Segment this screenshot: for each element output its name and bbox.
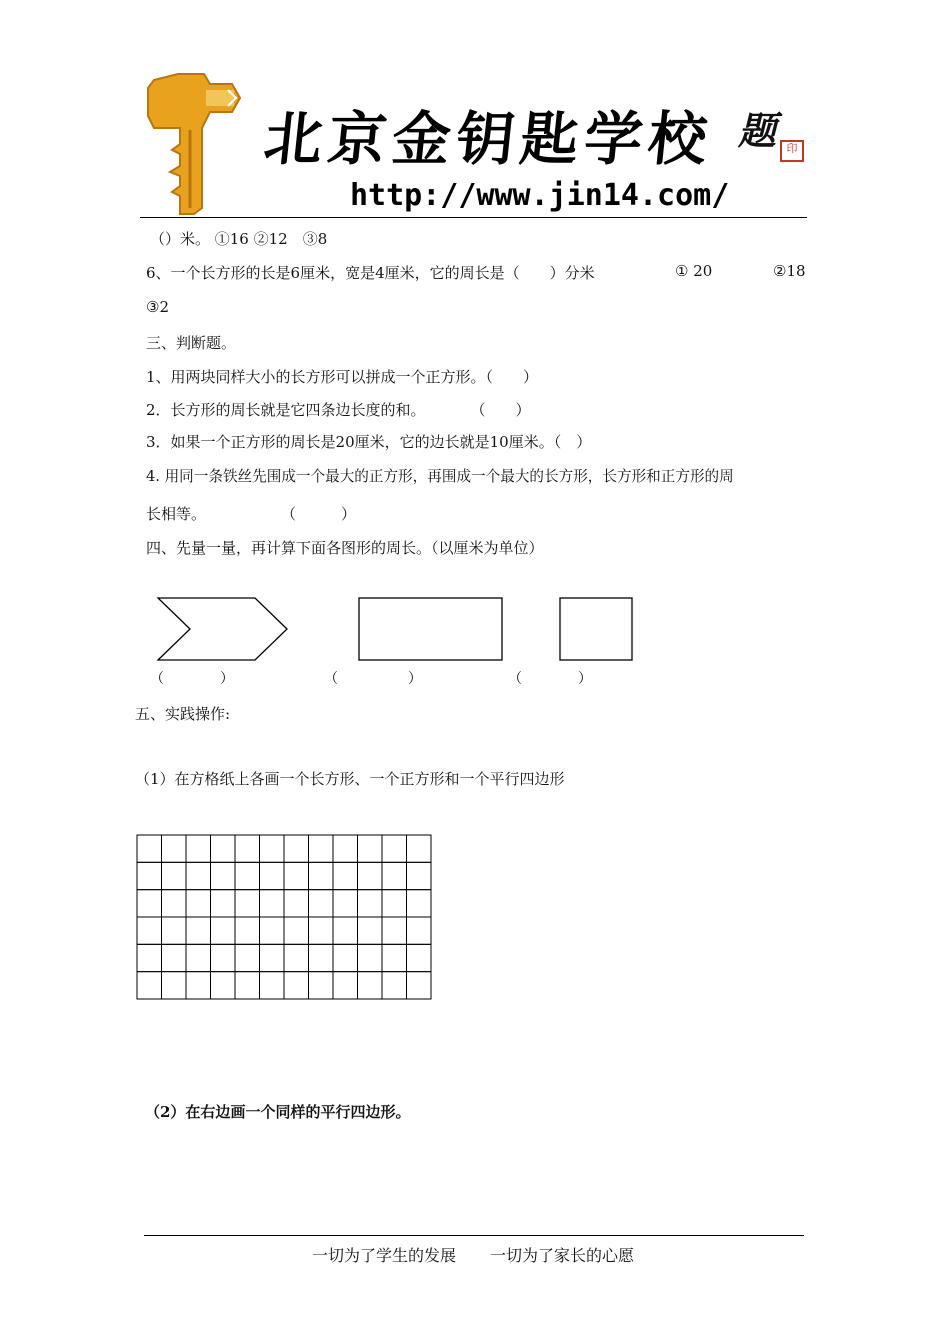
grid-cell[interactable]: [358, 972, 383, 999]
grid-cell[interactable]: [162, 835, 187, 862]
rectangle-shape: [359, 598, 502, 660]
grid-cell[interactable]: [235, 944, 260, 971]
grid-cell[interactable]: [260, 917, 285, 944]
grid-cell[interactable]: [137, 972, 162, 999]
grid-cell[interactable]: [260, 835, 285, 862]
judge-item-1: 1、用两块同样大小的长方形可以拼成一个正方形。（ ）: [146, 368, 539, 386]
grid-cell[interactable]: [137, 890, 162, 917]
judge-item-4-line2: 长相等。 （ ）: [146, 505, 357, 523]
grid-cell[interactable]: [309, 890, 334, 917]
grid-cell[interactable]: [235, 972, 260, 999]
section4-title: 四、先量一量，再计算下面各图形的周长。（以厘米为单位）: [146, 539, 544, 557]
grid-cell[interactable]: [382, 917, 407, 944]
grid-cell[interactable]: [260, 890, 285, 917]
grid-cell[interactable]: [382, 835, 407, 862]
grid-cell[interactable]: [260, 972, 285, 999]
grid-cell[interactable]: [407, 972, 432, 999]
grid-cell[interactable]: [235, 890, 260, 917]
grid-cell[interactable]: [382, 890, 407, 917]
q5-continuation: （）米。 ①16 ②12 ③8: [150, 230, 328, 248]
section3-title: 三、判断题。: [146, 334, 237, 352]
grid-cell[interactable]: [211, 972, 236, 999]
grid-cell[interactable]: [284, 890, 309, 917]
grid-cell[interactable]: [162, 972, 187, 999]
q6-option-2: ②18: [773, 262, 806, 280]
footer-slogan-1: 一切为了学生的发展: [312, 1246, 457, 1265]
red-seal: 印: [780, 140, 804, 162]
answer-blank-2[interactable]: （ ）: [324, 671, 422, 687]
grid-cell[interactable]: [211, 835, 236, 862]
grid-cell[interactable]: [407, 835, 432, 862]
grid-cell[interactable]: [137, 835, 162, 862]
grid-cell[interactable]: [309, 972, 334, 999]
grid-cell[interactable]: [235, 917, 260, 944]
judge-item-3: 3．如果一个正方形的周长是20厘米，它的边长就是10厘米。（ ）: [146, 433, 592, 451]
grid-cell[interactable]: [186, 835, 211, 862]
grid-cell[interactable]: [211, 944, 236, 971]
q6-option-3: ③2: [146, 298, 169, 316]
grid-cell[interactable]: [284, 835, 309, 862]
task-2: （2）在右边画一个同样的平行四边形。: [145, 1103, 411, 1121]
section5-title: 五、实践操作:: [135, 705, 231, 723]
footer-slogan-2: 一切为了家长的心愿: [490, 1246, 635, 1265]
grid-cell[interactable]: [382, 972, 407, 999]
q6-option-1: ① 20: [675, 262, 713, 280]
grid-cell[interactable]: [186, 917, 211, 944]
grid-cell[interactable]: [309, 862, 334, 889]
grid-cell[interactable]: [211, 890, 236, 917]
arrow-shape: [158, 598, 287, 660]
grid-cell[interactable]: [162, 890, 187, 917]
grid-cell[interactable]: [162, 917, 187, 944]
grid-cell[interactable]: [358, 944, 383, 971]
grid-cell[interactable]: [358, 917, 383, 944]
grid-cell[interactable]: [333, 972, 358, 999]
school-name: 北京金钥匙学校: [260, 105, 717, 173]
grid-cell[interactable]: [162, 862, 187, 889]
grid-cell[interactable]: [333, 944, 358, 971]
grid-cell[interactable]: [382, 862, 407, 889]
grid-cell[interactable]: [284, 862, 309, 889]
grid-cell[interactable]: [358, 862, 383, 889]
grid-cell[interactable]: [309, 917, 334, 944]
grid-cell[interactable]: [137, 944, 162, 971]
grid-cell[interactable]: [284, 972, 309, 999]
grid-cell[interactable]: [382, 944, 407, 971]
grid-cell[interactable]: [137, 917, 162, 944]
key-icon: [140, 68, 260, 216]
grid-cell[interactable]: [162, 944, 187, 971]
judge-item-2: 2．长方形的周长就是它四条边长度的和。 （ ）: [146, 401, 531, 419]
judge-item-4-line1: 4. 用同一条铁丝先围成一个最大的正方形，再围成一个最大的长方形，长方形和正方形的周: [146, 468, 734, 485]
signature: 题: [738, 108, 777, 153]
grid-cell[interactable]: [211, 917, 236, 944]
grid-cell[interactable]: [333, 835, 358, 862]
header-logo: [140, 68, 260, 216]
task-1: （1）在方格纸上各画一个长方形、一个正方形和一个平行四边形: [135, 770, 565, 788]
grid-cell[interactable]: [284, 917, 309, 944]
grid-cell[interactable]: [333, 890, 358, 917]
grid-cell[interactable]: [186, 890, 211, 917]
q6-text: 6、一个长方形的长是6厘米，宽是4厘米，它的周长是（ ）分米: [146, 264, 595, 282]
grid-cell[interactable]: [309, 835, 334, 862]
grid-cell[interactable]: [186, 972, 211, 999]
grid-cell[interactable]: [333, 862, 358, 889]
grid-cell[interactable]: [407, 917, 432, 944]
grid-cell[interactable]: [260, 862, 285, 889]
grid-cell[interactable]: [333, 917, 358, 944]
grid-cell[interactable]: [137, 862, 162, 889]
grid-cell[interactable]: [407, 862, 432, 889]
grid-cell[interactable]: [186, 862, 211, 889]
square-grid-paper[interactable]: [136, 834, 432, 1000]
grid-cell[interactable]: [358, 890, 383, 917]
footer-rule: [144, 1235, 804, 1236]
grid-cell[interactable]: [211, 862, 236, 889]
grid-cell[interactable]: [407, 944, 432, 971]
grid-cell[interactable]: [407, 890, 432, 917]
header-url[interactable]: http://www.jin14.com/: [350, 178, 730, 213]
grid-cell[interactable]: [235, 862, 260, 889]
grid-cell[interactable]: [235, 835, 260, 862]
header-rule: [140, 217, 807, 218]
answer-blank-1[interactable]: （ ）: [150, 671, 234, 687]
grid-cell[interactable]: [358, 835, 383, 862]
grid-cell[interactable]: [309, 944, 334, 971]
grid-cell[interactable]: [186, 944, 211, 971]
answer-blank-3[interactable]: （ ）: [508, 671, 592, 687]
grid-cell[interactable]: [284, 944, 309, 971]
square-shape: [560, 598, 632, 660]
measure-figures: [150, 592, 650, 667]
grid-cell[interactable]: [260, 944, 285, 971]
